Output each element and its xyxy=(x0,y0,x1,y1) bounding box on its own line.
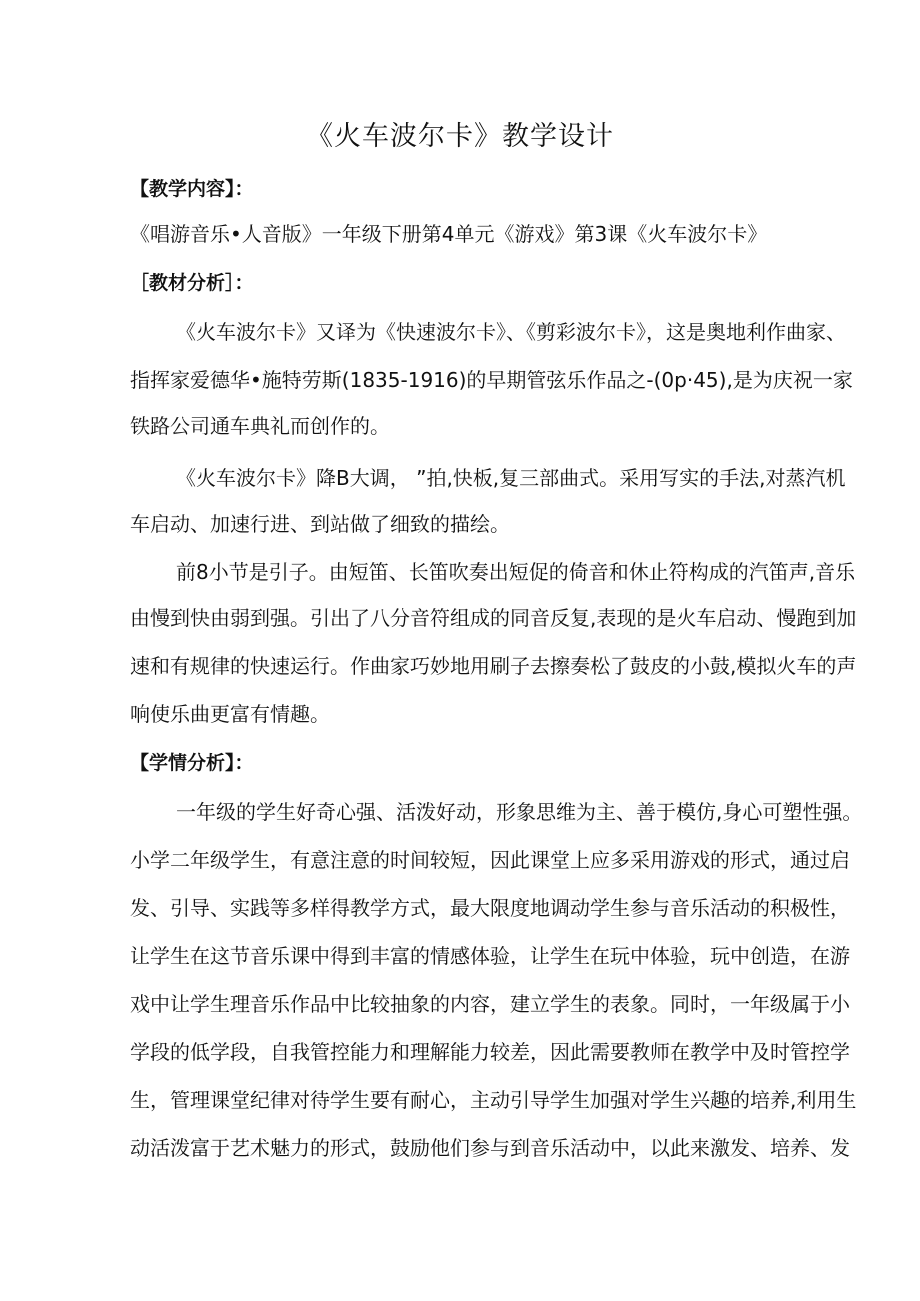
students-p1-line5: 戏中让学生理音乐作品中比较抽象的内容，建立学生的表象。同时，一年级属于小 xyxy=(130,992,850,1016)
students-p1-line3: 发、引导、实践等多样得教学方式，最大限度地调动学生参与音乐活动的积极性， xyxy=(130,896,850,920)
analysis-p1-line3: 铁路公司通车典礼而创作的。 xyxy=(130,414,390,438)
students-p1-line6: 学段的低学段，自我管控能力和理解能力较差，因此需要教师在教学中及时管控学 xyxy=(130,1040,850,1064)
analysis-p3-line3: 速和有规律的快速运行。作曲家巧妙地用刷子去擦奏松了鼓皮的小鼓,模拟火车的声 xyxy=(130,654,857,678)
content-line: 《唱游音乐•人音版》一年级下册第4单元《游戏》第3课《火车波尔卡》 xyxy=(130,222,768,246)
analysis-p2-line1: 《火车波尔卡》降B大调， ”拍,快板,复三部曲式。采用写实的手法,对蒸汽机 xyxy=(176,466,846,490)
analysis-p2-line2: 车启动、加速行进、到站做了细致的描绘。 xyxy=(130,512,510,536)
analysis-p3-line2: 由慢到快由弱到强。引出了八分音符组成的同音反复,表现的是火车启动、慢跑到加 xyxy=(130,606,857,630)
analysis-p1-line1: 《火车波尔卡》又译为《快速波尔卡》、《剪彩波尔卡》，这是奥地利作曲家、 xyxy=(176,320,846,344)
students-p1-line1: 一年级的学生好奇心强、活泼好动，形象思维为主、善于模仿,身心可塑性强。 xyxy=(176,800,863,824)
analysis-p1-line2: 指挥家爱德华•施特劳斯(1835-1916)的早期管弦乐作品之-(0p·45),是为庆祝一家 xyxy=(130,368,853,392)
document-title: 《火车波尔卡》教学设计 xyxy=(306,121,614,152)
analysis-p3-line1: 前8小节是引子。由短笛、长笛吹奏出短促的倚音和休止符构成的汽笛声,音乐 xyxy=(176,560,856,584)
analysis-p3-line4: 响使乐曲更富有情趣。 xyxy=(130,702,330,726)
students-p1-line4: 让学生在这节音乐课中得到丰富的情感体验，让学生在玩中体验，玩中创造，在游 xyxy=(130,944,850,968)
section-heading-students: 【学情分析】： xyxy=(130,752,254,774)
section-heading-analysis: ［教材分析］： xyxy=(130,272,254,294)
students-p1-line2: 小学二年级学生，有意注意的时间较短，因此课堂上应多采用游戏的形式，通过启 xyxy=(130,848,850,872)
students-p1-line8: 动活泼富于艺术魅力的形式，鼓励他们参与到音乐活动中，以此来激发、培养、发 xyxy=(130,1136,850,1160)
students-p1-line7: 生，管理课堂纪律对待学生要有耐心，主动引导学生加强对学生兴趣的培养,利用生 xyxy=(130,1088,857,1112)
section-heading-content: 【教学内容】： xyxy=(130,178,254,200)
